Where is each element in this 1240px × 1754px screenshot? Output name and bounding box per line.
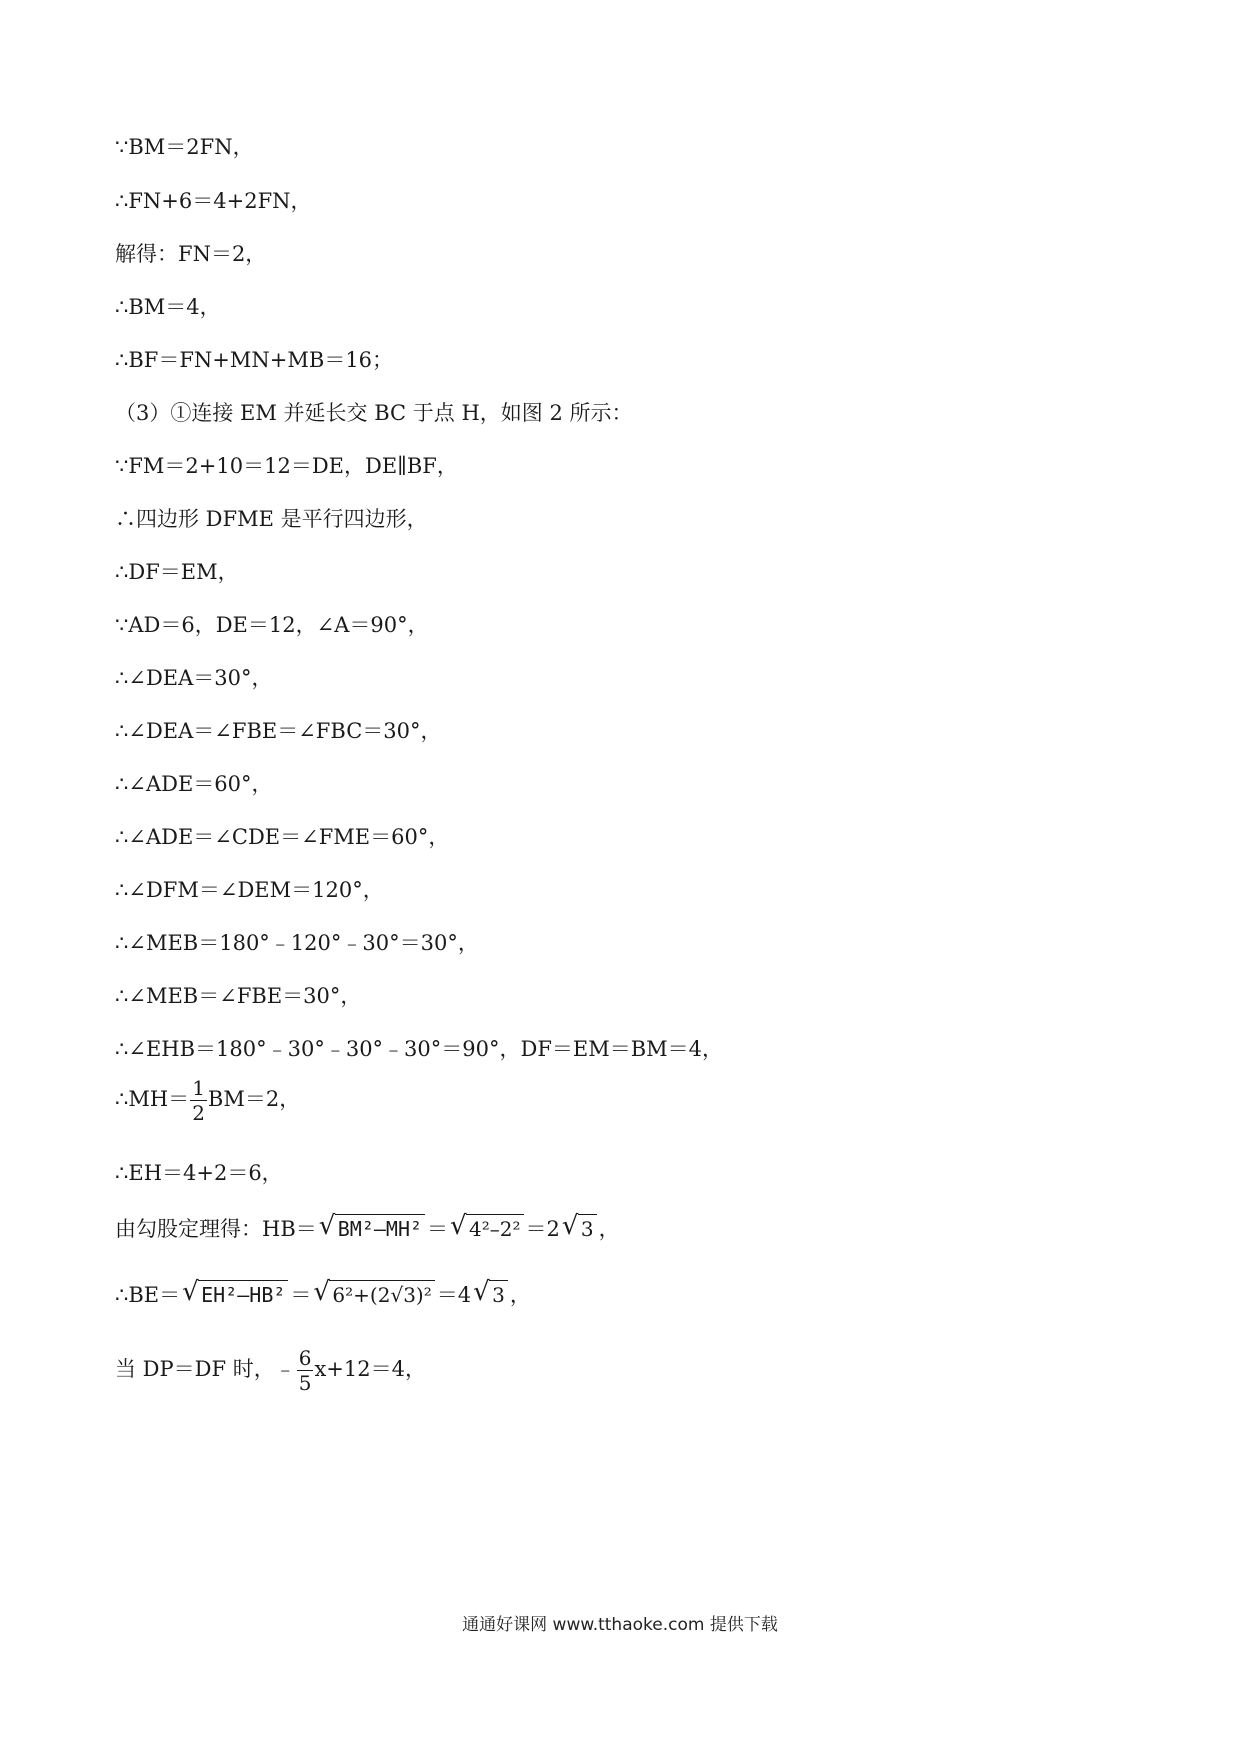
sqrt-expression: [561, 1211, 597, 1244]
sqrt-expression: [182, 1277, 288, 1310]
text-line: ∴∠EHB＝180°﹣30°﹣30°﹣30°＝90°，DF＝EM＝BM＝4，: [115, 1037, 724, 1061]
text-line: ∴∠ADE＝60°，: [115, 772, 273, 796]
radical-sign: √: [450, 1211, 467, 1241]
text-line: ∴∠MEB＝180°﹣120°﹣30°＝30°，: [115, 931, 479, 955]
be-prefix: ∴BE＝: [115, 1283, 181, 1307]
radicand: EH²–HB²: [198, 1280, 288, 1307]
fraction: [190, 1076, 207, 1125]
text-line: ∴四边形 DFME 是平行四边形，: [115, 507, 428, 531]
radical-sign: √: [318, 1211, 336, 1241]
mh-prefix: ∴MH＝: [115, 1087, 190, 1111]
radical-sign: √: [182, 1277, 199, 1307]
sqrt-expression: [450, 1211, 523, 1244]
text-line: ∴FN+6＝4+2FN，: [115, 189, 312, 213]
text-line: 解得：FN＝2，: [115, 242, 267, 266]
dp-prefix: 当 DP＝DF 时，﹣: [115, 1357, 296, 1381]
text-line: ∴∠DFM＝∠DEM＝120°，: [115, 878, 384, 902]
fraction-denominator: 5: [298, 1371, 312, 1395]
fraction: [297, 1346, 314, 1395]
text-line: ∴∠DEA＝30°，: [115, 666, 273, 690]
dp-line: [115, 1346, 426, 1395]
radical-sign: √: [473, 1277, 490, 1307]
text-line: ∵FM＝2+10＝12＝DE，DE∥BF，: [115, 454, 458, 478]
radicand: BM²–MH²: [335, 1214, 425, 1241]
fraction-numerator: 1: [192, 1076, 205, 1100]
mh-line: [115, 1076, 300, 1125]
hb-suffix: ，: [598, 1217, 620, 1241]
text-line: ∴BF＝FN+MN+MB＝16；: [115, 348, 394, 372]
text-line: （3）①连接 EM 并延长交 BC 于点 H，如图 2 所示：: [115, 401, 633, 425]
radicand: 3: [489, 1280, 508, 1307]
be-line: [115, 1277, 531, 1310]
equals-coefficient: ＝4: [436, 1283, 472, 1307]
equals: ＝: [290, 1283, 312, 1307]
radical-sign: √: [561, 1211, 579, 1241]
hb-prefix: 由勾股定理得：HB＝: [115, 1217, 317, 1241]
radicand: 3: [578, 1214, 597, 1241]
hb-line: [115, 1211, 620, 1244]
text-line: ∴EH＝4+2＝6，: [115, 1161, 283, 1185]
sqrt-expression: [313, 1277, 434, 1310]
text-line: ∴∠DEA＝∠FBE＝∠FBC＝30°，: [115, 719, 442, 743]
text-line: ∴∠ADE＝∠CDE＝∠FME＝60°，: [115, 825, 450, 849]
text-line: ∴∠MEB＝∠FBE＝30°，: [115, 984, 362, 1008]
be-suffix: ，: [509, 1283, 531, 1307]
radicand: 4²–2²: [466, 1214, 523, 1241]
mh-suffix: BM＝2，: [207, 1087, 301, 1111]
equals: ＝: [427, 1217, 449, 1241]
fraction-denominator: 2: [192, 1101, 205, 1125]
equals-coefficient: ＝2: [525, 1217, 560, 1241]
fraction-numerator: 6: [298, 1346, 312, 1370]
sqrt-expression: [318, 1211, 425, 1244]
radicand: 6²+(2√3)²: [329, 1280, 434, 1307]
text-line: ∵BM＝2FN，: [115, 135, 254, 159]
text-line: ∴BM＝4，: [115, 295, 221, 319]
dp-suffix: x+12＝4，: [314, 1357, 426, 1381]
radical-sign: √: [313, 1277, 330, 1307]
text-line: ∴DF＝EM，: [115, 560, 239, 584]
sqrt-expression: [473, 1277, 508, 1310]
text-line: ∵AD＝6，DE＝12，∠A＝90°，: [115, 613, 429, 637]
page-footer: 通通好课网 www.tthaoke.com 提供下载: [462, 1615, 778, 1635]
